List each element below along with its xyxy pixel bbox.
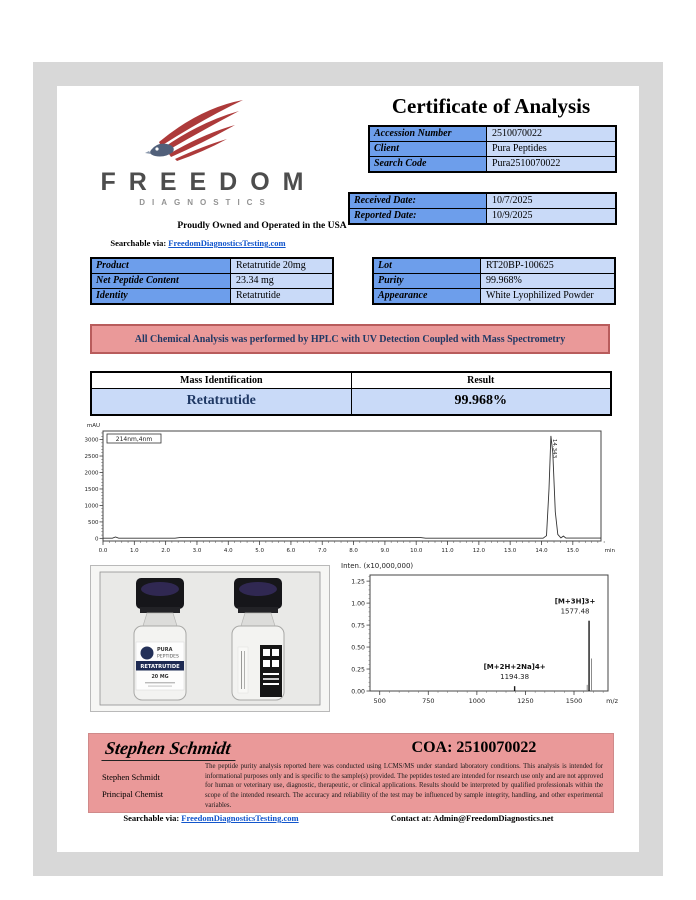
page-matte-frame <box>33 62 663 876</box>
table-row <box>92 273 332 288</box>
svg-text:750: 750 <box>422 697 435 705</box>
front-vial <box>134 578 186 700</box>
chemist-name: Stephen Schmidt <box>102 772 160 782</box>
svg-text:1250: 1250 <box>517 697 534 705</box>
svg-text:214nm,4nm: 214nm,4nm <box>115 436 153 443</box>
svg-text:10.0: 10.0 <box>410 548 423 554</box>
identity-label: Identity <box>92 289 231 303</box>
searchable-label: Searchable via: <box>110 238 167 248</box>
freedom-eagle-logo-icon <box>145 100 249 166</box>
reported-date-label: Reported Date: <box>350 209 487 223</box>
vial-dose: 20 MG <box>151 675 169 680</box>
vial-peptide-name: RETATRUTIDE <box>140 664 180 670</box>
svg-text:Inten. (x10,000,000): Inten. (x10,000,000) <box>341 562 414 570</box>
svg-text:3000: 3000 <box>84 437 99 444</box>
svg-text:8.0: 8.0 <box>349 548 358 554</box>
footer-searchable-link[interactable]: FreedomDiagnosticsTesting.com <box>181 813 299 823</box>
mass-id-compound: Retatrutide <box>92 389 352 414</box>
certificate-page <box>57 86 639 852</box>
mass-id-result: 99.968% <box>454 393 507 408</box>
vial-brand-line1: PURA <box>157 647 173 653</box>
table-row <box>374 288 614 303</box>
accession-table <box>368 125 617 173</box>
svg-text:0.50: 0.50 <box>351 644 365 652</box>
svg-text:0: 0 <box>95 536 99 543</box>
searchable-link-top[interactable]: FreedomDiagnosticsTesting.com <box>168 238 286 248</box>
svg-text:0.25: 0.25 <box>351 666 365 674</box>
svg-text:1194.38: 1194.38 <box>500 673 530 682</box>
table-row <box>92 288 332 303</box>
table-row <box>370 127 615 141</box>
svg-text:14.343: 14.343 <box>550 438 557 459</box>
result-header: Result <box>467 375 495 386</box>
vial-brand-line2: PEPTIDES <box>157 654 179 660</box>
svg-text:12.0: 12.0 <box>472 548 485 554</box>
reported-date-value: 10/9/2025 <box>487 209 615 223</box>
mass-identification-header: Mass Identification <box>92 373 352 388</box>
svg-text:mAU: mAU <box>86 423 100 429</box>
table-row <box>374 259 614 273</box>
svg-text:500: 500 <box>88 519 99 526</box>
svg-text:1.0: 1.0 <box>129 548 139 554</box>
table-row <box>350 208 615 223</box>
svg-text:0.0: 0.0 <box>98 548 108 554</box>
signature-script: Stephen Schmidt <box>101 738 238 761</box>
svg-text:m/z: m/z <box>606 697 618 705</box>
coa-number: COA: 2510070022 <box>411 739 537 756</box>
svg-text:[M+3H]3+: [M+3H]3+ <box>554 597 596 606</box>
svg-text:4.0: 4.0 <box>223 548 233 554</box>
purity-value: 99.968% <box>481 274 614 288</box>
svg-text:2000: 2000 <box>84 470 99 477</box>
svg-text:13.0: 13.0 <box>504 548 517 554</box>
footer-contact: Contact at: Admin@FreedomDiagnostics.net <box>390 813 554 823</box>
footer-searchable-label: Searchable via: <box>123 813 180 823</box>
appearance-label: Appearance <box>374 289 481 303</box>
client-value: Pura Peptides <box>487 142 615 156</box>
svg-text:14.0: 14.0 <box>535 548 548 554</box>
table-row <box>92 259 332 273</box>
product-vials-photo <box>90 565 330 712</box>
page-title: Certificate of Analysis <box>391 94 591 118</box>
brand-subtitle: DIAGNOSTICS <box>139 198 272 207</box>
hplc-chromatogram <box>77 419 617 559</box>
client-label: Client <box>370 142 487 156</box>
search-code-label: Search Code <box>370 157 487 171</box>
svg-text:0.75: 0.75 <box>351 622 365 630</box>
svg-text:9.0: 9.0 <box>380 548 390 554</box>
table-row <box>92 388 610 414</box>
brand-name: FREEDOM <box>100 168 317 196</box>
received-date-label: Received Date: <box>350 194 487 208</box>
svg-text:500: 500 <box>373 697 386 705</box>
net-peptide-content-label: Net Peptide Content <box>92 274 231 288</box>
svg-text:1.00: 1.00 <box>351 600 365 608</box>
mass-identification-table <box>90 371 612 416</box>
chemist-role: Principal Chemist <box>102 789 164 799</box>
lot-label: Lot <box>374 259 481 273</box>
disclaimer-text: The peptide purity analysis reported here was conducted using LCMS/MS under standard laboratory conditions. This analysis is intended for informational purposes only and is specific to the sample(s) provided. The peptides tested are intended for research use only and are not approved for human or veterinary use, diagnostic, therapeutic, or clinical applications. Results should be interpreted by qualified professionals within the scope of the intended research. The accuracy and reliability of the test may be influenced by sample integrity, handling, and other experimental variables. <box>205 763 603 809</box>
svg-text:1500: 1500 <box>84 486 99 493</box>
table-row <box>370 156 615 171</box>
identity-value: Retatrutide <box>231 289 332 303</box>
svg-text:5.0: 5.0 <box>255 548 264 554</box>
received-date-value: 10/7/2025 <box>487 194 615 208</box>
accession-number-label: Accession Number <box>370 127 487 141</box>
svg-text:3.0: 3.0 <box>192 548 202 554</box>
svg-text:6.0: 6.0 <box>286 548 296 554</box>
appearance-value: White Lyophilized Powder <box>481 289 614 303</box>
mass-spectrum-chart <box>338 559 620 711</box>
dates-table <box>348 192 617 225</box>
table-row <box>370 141 615 156</box>
net-peptide-content-value: 23.34 mg <box>231 274 332 288</box>
searchable-line-top <box>59 238 337 248</box>
svg-text:2.0: 2.0 <box>161 548 171 554</box>
svg-text:15.0: 15.0 <box>566 548 579 554</box>
svg-text:0.00: 0.00 <box>351 688 365 696</box>
product-value: Retatrutide 20mg <box>231 259 332 273</box>
svg-text:1000: 1000 <box>468 697 486 705</box>
search-code-value: Pura2510070022 <box>487 157 615 171</box>
table-row <box>350 194 615 208</box>
svg-text:2500: 2500 <box>84 454 99 461</box>
svg-text:1000: 1000 <box>84 503 99 510</box>
method-banner: All Chemical Analysis was performed by HPLC with UV Detection Coupled with Mass Spectrometry <box>90 324 610 354</box>
product-label: Product <box>92 259 231 273</box>
lot-table <box>372 257 616 305</box>
svg-text:1500: 1500 <box>565 697 583 705</box>
lot-value: RT20BP-100625 <box>481 259 614 273</box>
svg-text:11.0: 11.0 <box>441 548 454 554</box>
svg-text:1.25: 1.25 <box>351 578 365 586</box>
signature-block <box>88 733 614 813</box>
svg-text:1577.48: 1577.48 <box>560 607 590 616</box>
svg-text:7.0: 7.0 <box>317 548 327 554</box>
usa-tagline: Proudly Owned and Operated in the USA <box>177 221 347 231</box>
purity-label: Purity <box>374 274 481 288</box>
svg-text:min: min <box>604 548 615 554</box>
table-row <box>374 273 614 288</box>
footer-searchable <box>80 813 342 823</box>
back-vial <box>232 578 284 700</box>
product-table <box>90 257 334 305</box>
table-header-row <box>92 373 610 388</box>
accession-number-value: 2510070022 <box>487 127 615 141</box>
svg-text:[M+2H+2Na]4+: [M+2H+2Na]4+ <box>483 663 546 672</box>
